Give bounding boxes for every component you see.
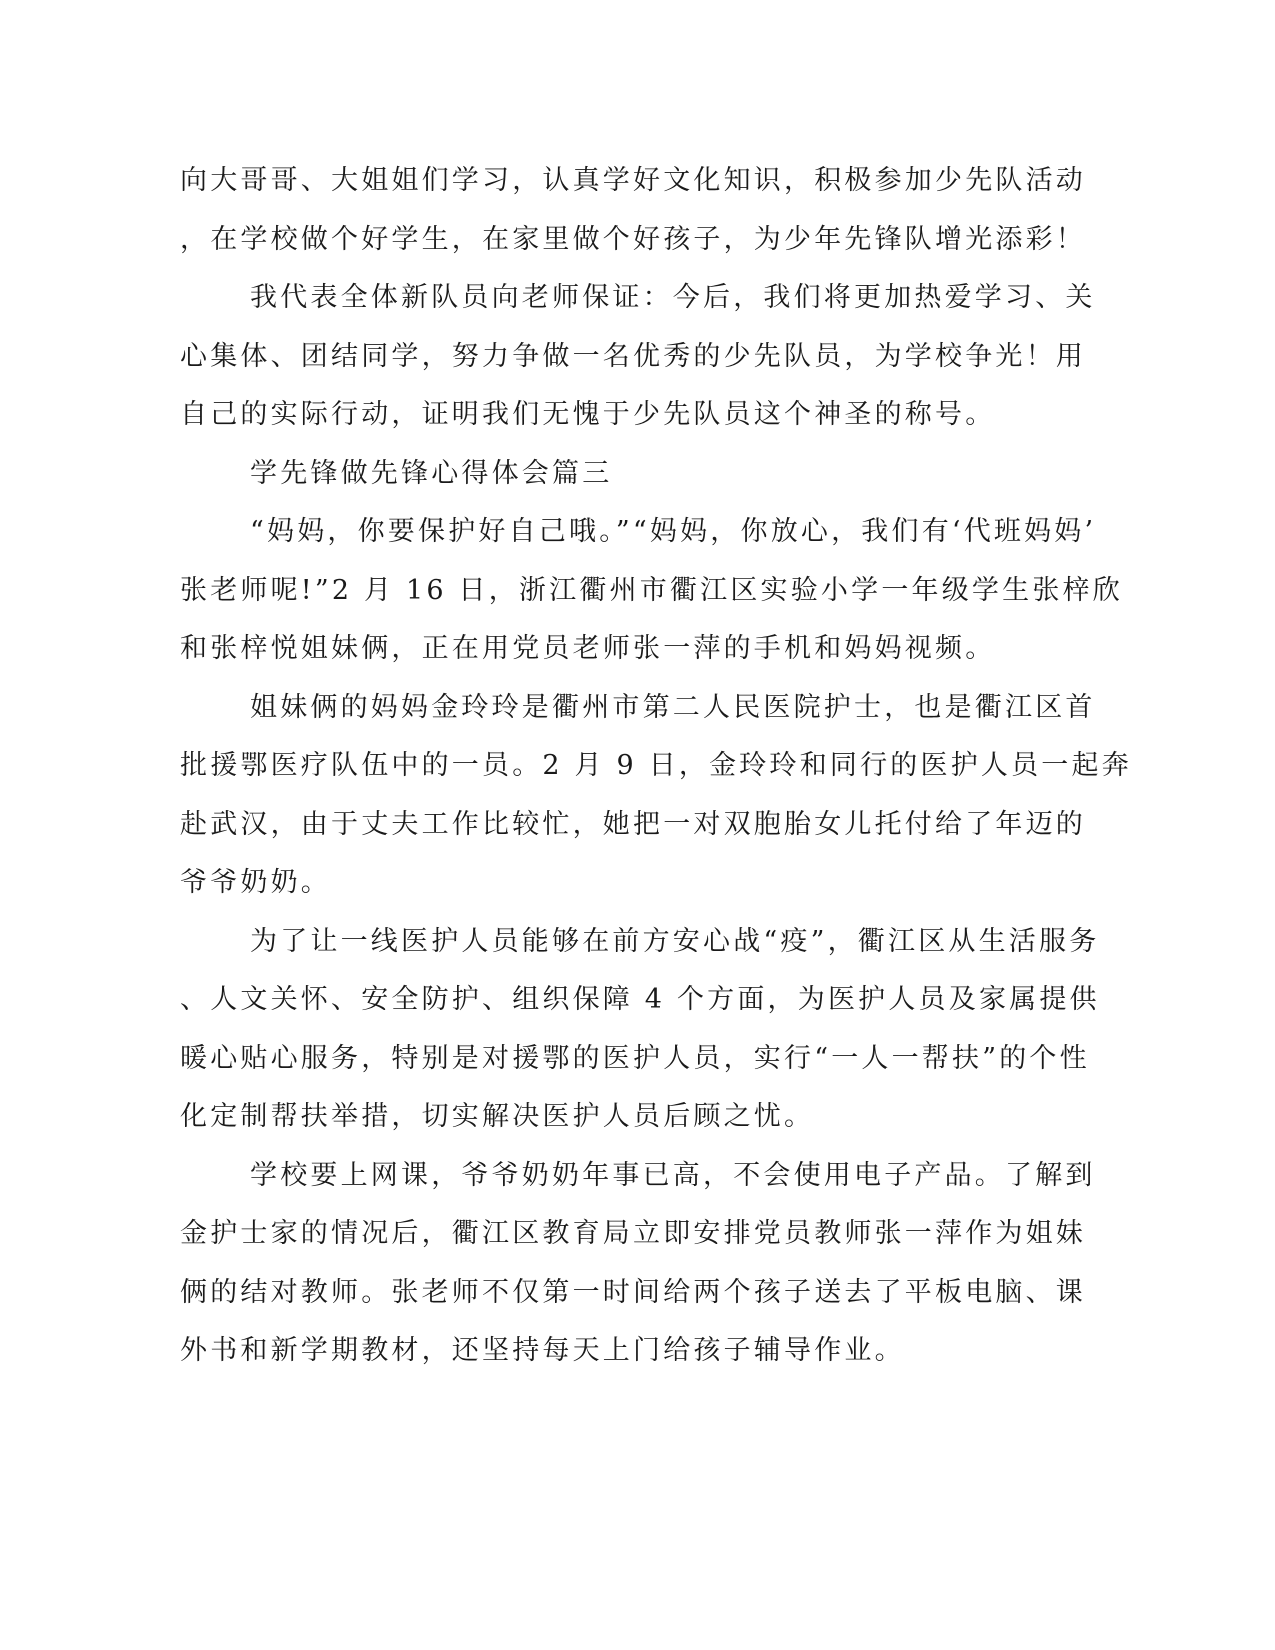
paragraph-line: 外书和新学期教材，还坚持每天上门给孩子辅导作业。 bbox=[180, 1335, 905, 1366]
paragraph-line: 化定制帮扶举措，切实解决医护人员后顾之忧。 bbox=[180, 1101, 815, 1132]
paragraph-line: 俩的结对教师。张老师不仅第一时间给两个孩子送去了平板电脑、课 bbox=[180, 1276, 1086, 1308]
paragraph-line: 姐妹俩的妈妈金玲玲是衢州市第二人民医院护士，也是衢江区首 bbox=[250, 691, 1096, 723]
paragraph-line: 张老师呢!”2 月 16 日，浙江衢州市衢江区实验小学一年级学生张梓欣 bbox=[180, 574, 1123, 606]
paragraph-line: 暖心贴心服务，特别是对援鄂的医护人员，实行“一人一帮扶”的个性 bbox=[180, 1042, 1090, 1074]
paragraph-line: 自己的实际行动，证明我们无愧于少先队员这个神圣的称号。 bbox=[180, 399, 996, 430]
document-page bbox=[180, 152, 1132, 1381]
paragraph-line: 我代表全体新队员向老师保证：今后，我们将更加热爱学习、关 bbox=[250, 282, 1096, 313]
paragraph-line: 、人文关怀、安全防护、组织保障 4 个方面，为医护人员及家属提供 bbox=[180, 984, 1100, 1015]
paragraph-line: ，在学校做个好学生，在家里做个好孩子，为少年先锋队增光添彩！ bbox=[180, 223, 1086, 255]
paragraph-line: “妈妈，你要保护好自己哦。”“妈妈，你放心，我们有‘代班妈妈’ bbox=[250, 516, 1097, 547]
paragraph-line: 和张梓悦姐妹俩，正在用党员老师张一萍的手机和妈妈视频。 bbox=[180, 633, 996, 664]
paragraph-line: 爷爷奶奶。 bbox=[180, 867, 331, 898]
paragraph-line: 批援鄂医疗队伍中的一员。2 月 9 日，金玲玲和同行的医护人员一起奔 bbox=[180, 750, 1132, 781]
paragraph-line: 心集体、团结同学，努力争做一名优秀的少先队员，为学校争光！用 bbox=[180, 340, 1086, 372]
section-heading: 学先锋做先锋心得体会篇三 bbox=[250, 457, 613, 489]
paragraph-line: 赴武汉，由于丈夫工作比较忙，她把一对双胞胎女儿托付给了年迈的 bbox=[180, 808, 1086, 840]
paragraph-line: 为了让一线医护人员能够在前方安心战“疫”，衢江区从生活服务 bbox=[250, 925, 1100, 957]
paragraph-line: 学校要上网课，爷爷奶奶年事已高，不会使用电子产品。了解到 bbox=[250, 1159, 1096, 1191]
paragraph-line: 金护士家的情况后，衢江区教育局立即安排党员教师张一萍作为姐妹 bbox=[180, 1218, 1086, 1249]
paragraph-line: 向大哥哥、大姐姐们学习，认真学好文化知识，积极参加少先队活动 bbox=[180, 165, 1086, 196]
